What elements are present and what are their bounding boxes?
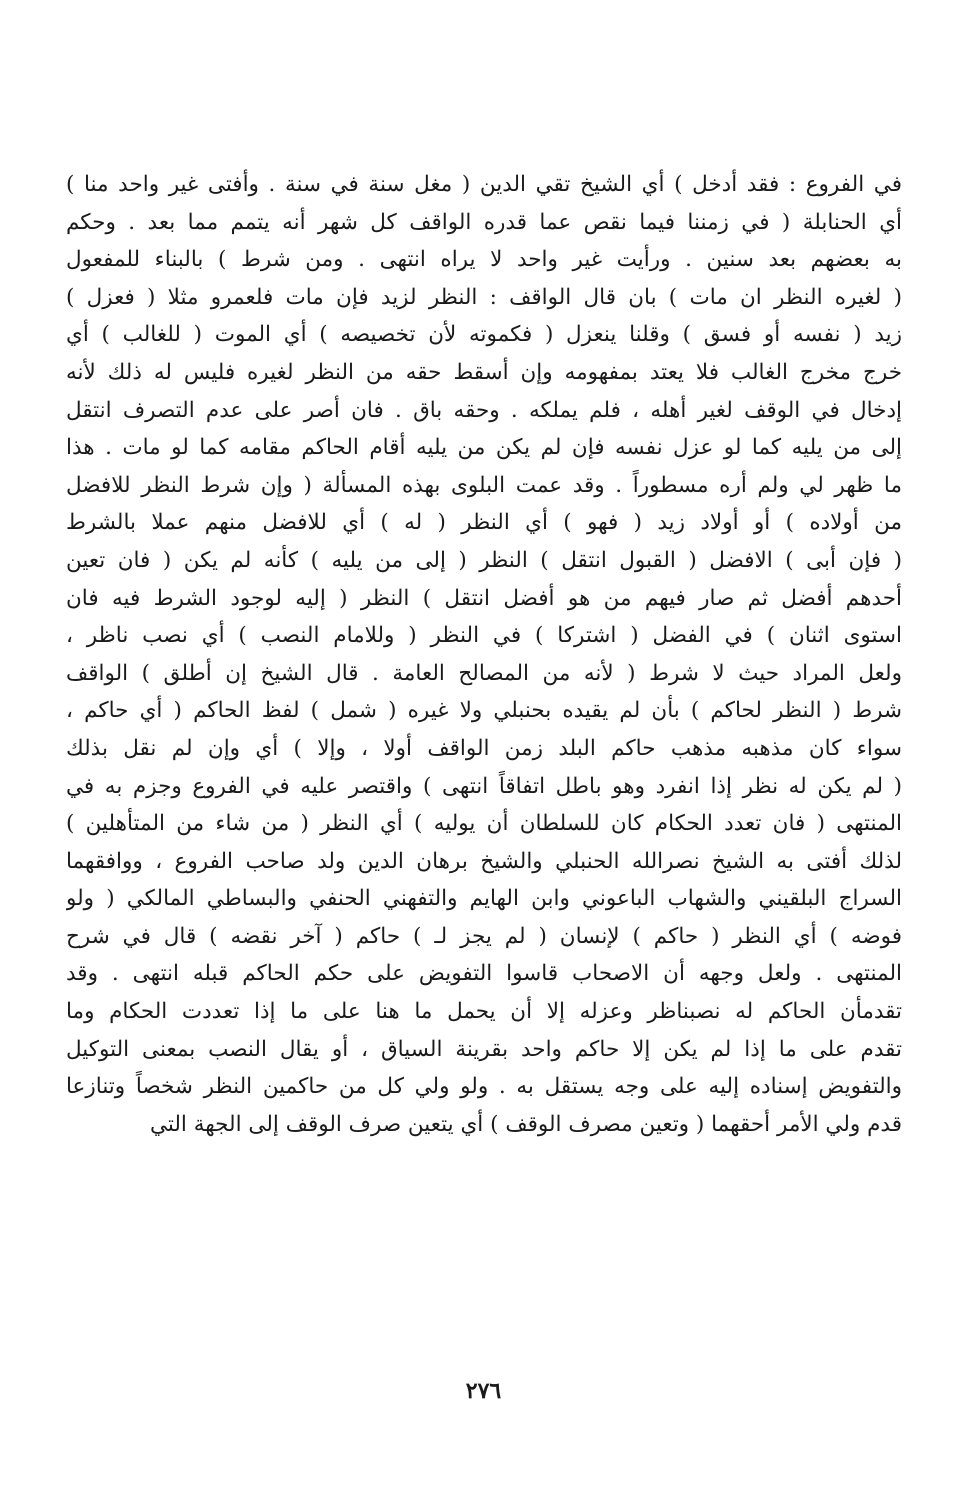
text-line: خرج مخرج الغالب فلا يعتد بمفهومه وإن أسقط حقه من النظر لغيره فليس له ذلك لأنه	[66, 359, 902, 385]
text-line: به بعضهم بعد سنين . ورأيت غير واحد لا يراه انتهى . ومن شرط ) بالبناء للمفعول	[66, 247, 902, 273]
text-line: أحدهم أفضل ثم صار فيهم من هو أفضل انتقل ) النظر ( إليه لوجود الشرط فيه فان	[66, 585, 902, 611]
text-line: لذلك أفتى به الشيخ نصرالله الحنبلي والشيخ برهان الدين ولد صاحب الفروع ، ووافقهما	[66, 848, 902, 874]
text-line: سواء كان مذهبه مذهب حاكم البلد زمن الواقف أولا ، وإلا ) أي وإن لم نقل بذلك	[66, 735, 902, 761]
page-number: ٢٧٦	[465, 1378, 502, 1404]
text-line: ما ظهر لي ولم أره مسطوراً . وقد عمت البلوى بهذه المسألة ( وإن شرط النظر للافضل	[66, 472, 902, 498]
text-line: فوضه ) أي النظر ( حاكم ) لإنسان ( لم يجز لـ ) حاكم ( آخر نقضه ) قال في شرح	[66, 923, 902, 949]
text-line: تقدمأن الحاكم له نصبناظر وعزله إلا أن يحمل ما هنا على ما إذا تعددت الحكام وما	[66, 999, 902, 1025]
text-line: إلى من يليه كما لو عزل نفسه فإن لم يكن من يليه أقام الحاكم مقامه كما لو مات . هذا	[66, 435, 902, 461]
text-line: ولعل المراد حيث لا شرط ( لأنه من المصالح العامة . قال الشيخ إن أطلق ) الواقف	[66, 660, 902, 686]
body-text	[66, 166, 902, 1143]
text-line: في الفروع : فقد أدخل ) أي الشيخ تقي الدين ( مغل سنة في سنة . وأفتى غير واحد منا )	[66, 172, 902, 197]
text-line: ( لغيره النظر ان مات ) بان قال الواقف : النظر لزيد فإن مات فلعمرو مثلا ( فعزل )	[66, 284, 902, 310]
text-line: ( فإن أبى ) الافضل ( القبول انتقل ) النظر ( إلى من يليه ) كأنه لم يكن ( فان تعين	[66, 547, 902, 573]
text-line: شرط ( النظر لحاكم ) بأن لم يقيده بحنبلي ولا غيره ( شمل ) لفظ الحاكم ( أي حاكم ،	[66, 698, 902, 724]
text-line: قدم ولي الأمر أحقهما ( وتعين مصرف الوقف ) أي يتعين صرف الوقف إلى الجهة التي	[149, 1111, 902, 1137]
text-line: المنتهى ( فان تعدد الحكام كان للسلطان أن يوليه ) أي النظر ( من شاء من المتأهلين )	[66, 811, 902, 837]
text-line: والتفويض إسناده إليه على وجه يستقل به . ولو ولي كل من حاكمين النظر شخصاً وتنازعا	[66, 1074, 902, 1100]
text-line: ( لم يكن له نظر إذا انفرد وهو باطل اتفاقاً انتهى ) واقتصر عليه في الفروع وجزم به في	[66, 773, 902, 799]
text-line: السراج البلقيني والشهاب الباعوني وابن الهايم والتفهني الحنفي والبساطي المالكي ( ولو	[66, 886, 902, 912]
text-line: المنتهى . ولعل وجهه أن الاصحاب قاسوا التفويض على حكم الحاكم قبله انتهى . وقد	[66, 961, 902, 987]
text-line: إدخال في الوقف لغير أهله ، فلم يملكه . وحقه باق . فان أصر على عدم التصرف انتقل	[66, 397, 902, 423]
text-line: تقدم على ما إذا لم يكن إلا حاكم واحد بقرينة السياق ، أو يقال النصب بمعنى التوكيل	[66, 1036, 902, 1062]
text-line: استوى اثنان ) في الفضل ( اشتركا ) في النظر ( وللامام النصب ) أي نصب ناظر ،	[66, 623, 902, 649]
text-line: أي الحنابلة ( في زمننا فيما نقص عما قدره الواقف كل شهر أنه يتمم مما بعد . وحكم	[66, 209, 902, 235]
text-line: من أولاده ) أو أولاد زيد ( فهو ) أي النظر ( له ) أي للافضل منهم عملا بالشرط	[66, 510, 902, 536]
text-line: زيد ( نفسه أو فسق ) وقلنا ينعزل ( فكموته لأن تخصيصه ) أي الموت ( للغالب ) أي	[66, 322, 902, 348]
